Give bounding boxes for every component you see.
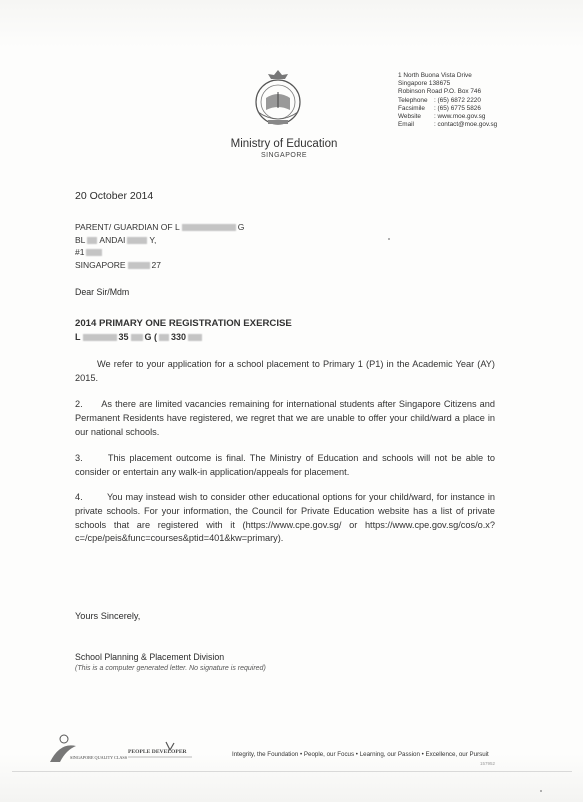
reference-text: 330 <box>171 332 187 342</box>
letter-date: 20 October 2014 <box>75 190 154 202</box>
telephone-row <box>398 97 573 105</box>
redaction <box>127 237 147 244</box>
address-text: ANDAI <box>99 234 126 245</box>
logo1-text: SINGAPORE QUALITY CLASS <box>70 755 128 760</box>
letter-subject-reference <box>75 332 204 342</box>
reference-text: 35 <box>118 332 129 342</box>
scan-speck <box>540 790 542 792</box>
paragraph-2: 2. As there are limited vacancies remaining for international students after Singapore Citizens and Permanent Residents have registered, we regret that we are unable to offer your child/ward a place in our national schools. <box>75 399 495 437</box>
address-line-3 <box>75 246 244 259</box>
redaction <box>159 334 169 341</box>
singapore-quality-class-logo <box>46 732 128 768</box>
signatory-division: School Planning & Placement Division <box>75 652 225 662</box>
signature-note: (This is a computer generated letter. No signature is required) <box>75 665 266 672</box>
people-developer-logo <box>126 740 196 764</box>
address-line-1 <box>75 221 244 234</box>
address-text: SINGAPORE <box>75 259 126 270</box>
redaction <box>188 334 202 341</box>
redaction <box>87 237 97 244</box>
address-line: Robinson Road P.O. Box 746 <box>398 88 482 96</box>
footer-tagline: Integrity, the Foundation • People, our Focus • Learning, our Passion • Excellence, our Pursuit <box>232 751 489 758</box>
website-label: Website <box>398 113 421 121</box>
redaction <box>131 334 143 341</box>
email-label: Email <box>398 121 414 129</box>
recipient-address <box>75 221 244 271</box>
address-text: BL <box>75 234 86 245</box>
paragraph-4: 4. You may instead wish to consider other educational options for your child/ward, for instance in private schools. For your information, the Council for Private Education website has a list of private schools that are registered with it (https://www.cpe.gov.sg/ or https://www.cpe.gov.sg/cos/o.x?c=/cpe/peis&func=courses&ptid=401&kw=primary). <box>75 492 495 544</box>
facsimile-value: : (65) 6775 5826 <box>434 104 481 112</box>
reference-text: L <box>75 332 81 342</box>
telephone-value: : (65) 6872 2220 <box>434 96 481 104</box>
email-row <box>398 121 573 129</box>
address-text: 27 <box>151 259 162 270</box>
address-line: Singapore 138675 <box>398 80 451 88</box>
address-line-4 <box>75 259 244 272</box>
address-text: #1 <box>75 247 85 257</box>
facsimile-row <box>398 105 573 113</box>
address-text: G <box>237 222 245 232</box>
salutation: Dear Sir/Mdm <box>75 287 130 297</box>
address-text: PARENT/ GUARDIAN OF L <box>75 222 180 232</box>
closing: Yours Sincerely, <box>75 611 141 621</box>
redaction <box>182 224 236 231</box>
website-value: : www.moe.gov.sg <box>434 113 486 121</box>
reference-text: G ( <box>144 332 158 342</box>
redaction <box>128 262 150 269</box>
contact-block <box>398 72 573 129</box>
moe-crest-logo <box>250 68 306 130</box>
redaction <box>86 249 102 256</box>
address-line: 1 North Buona Vista Drive <box>398 72 472 79</box>
footer-code: 157952 <box>480 761 496 766</box>
address-line-2 <box>75 234 244 247</box>
email-value: : contact@moe.gov.sg <box>434 121 498 129</box>
paragraph-1: We refer to your application for a school placement to Primary 1 (P1) in the Academic Year (AY) 2015. <box>75 359 495 383</box>
facsimile-label: Facsimile <box>398 104 425 112</box>
redaction <box>83 334 117 341</box>
ministry-name: Ministry of Education <box>230 138 338 150</box>
letter-subject: 2014 PRIMARY ONE REGISTRATION EXERCISE <box>75 318 292 329</box>
telephone-label: Telephone <box>398 96 428 104</box>
paragraph-3: 3. This placement outcome is final. The Ministry of Education and schools will not be able to consider or entertain any walk-in application/appeals for placement. <box>75 453 495 477</box>
scan-speck <box>388 238 390 240</box>
footer-divider <box>12 771 572 772</box>
ministry-country: SINGAPORE <box>260 152 308 159</box>
logo2-text: PEOPLE DEVELOPER <box>128 749 187 755</box>
website-row <box>398 113 573 121</box>
address-text: Y, <box>149 234 157 245</box>
